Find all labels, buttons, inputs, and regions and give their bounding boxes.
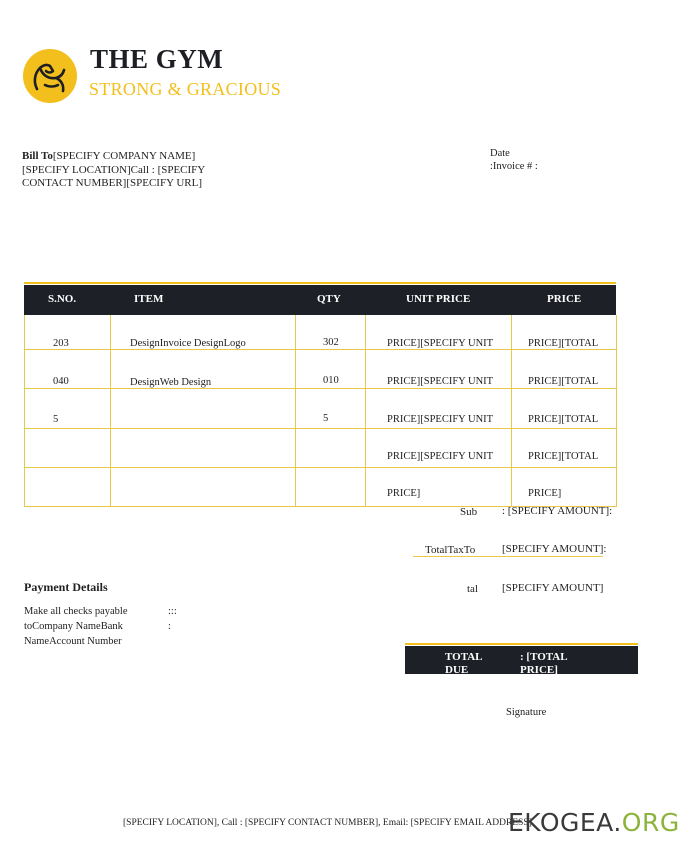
- payment-colons: [168, 604, 177, 634]
- row-5-unit-price: PRICE]: [387, 488, 421, 499]
- row-4-price: PRICE][TOTAL: [528, 451, 599, 462]
- row-1-item: DesignInvoice DesignLogo: [130, 338, 246, 349]
- payment-details-title: Payment Details: [24, 580, 108, 594]
- row-1-sno: 203: [53, 338, 69, 349]
- gym-logo: [23, 49, 77, 103]
- table-accent-line: [24, 282, 616, 284]
- total-label: tal: [467, 583, 478, 595]
- header-item: ITEM: [134, 293, 164, 305]
- total-due-accent-line: [405, 643, 638, 645]
- bill-to-details: [SPECIFY COMPANY NAME][SPECIFY LOCATION]Call : [SPECIFY CONTACT NUMBER][SPECIFY URL]: [22, 150, 205, 189]
- items-table: [24, 282, 616, 507]
- total-due-value: : [TOTAL PRICE]: [520, 651, 567, 676]
- header-price: PRICE: [547, 293, 582, 305]
- flexing-arm-icon: [23, 49, 77, 103]
- header-qty: QTY: [317, 293, 341, 305]
- watermark-logo: [508, 808, 680, 837]
- tax-underline: [413, 556, 603, 557]
- bill-to-label: Bill To: [22, 150, 53, 162]
- company-name: THE GYM: [90, 44, 224, 74]
- tax-value: [SPECIFY AMOUNT]:: [502, 543, 607, 555]
- row-2-sno: 040: [53, 376, 69, 387]
- row-3-unit-price: PRICE][SPECIFY UNIT: [387, 414, 494, 425]
- table-header: [24, 285, 616, 315]
- row-3-sno: 5: [53, 414, 59, 425]
- subtotal-value: : [SPECIFY AMOUNT]:: [502, 505, 613, 517]
- row-1-price: PRICE][TOTAL: [528, 338, 599, 349]
- invoice-number-label: :Invoice # :: [490, 161, 538, 172]
- total-due-box: [405, 646, 638, 674]
- row-2-item: DesignWeb Design: [130, 377, 212, 388]
- watermark-part-2: ORG: [621, 808, 680, 837]
- tax-label: TotalTaxTo: [425, 544, 476, 556]
- subtotal-label: Sub: [460, 506, 478, 518]
- payment-colons-line-1: :::: [168, 606, 177, 617]
- row-3-price: PRICE][TOTAL: [528, 414, 599, 425]
- date-label: Date: [490, 148, 510, 159]
- row-2-qty: 010: [323, 375, 339, 386]
- row-2-unit-price: PRICE][SPECIFY UNIT: [387, 376, 494, 387]
- invoice-meta: [490, 147, 538, 173]
- row-3-qty: 5: [323, 413, 329, 424]
- total-due-label: TOTAL DUE: [445, 651, 482, 676]
- table-body: [24, 315, 617, 507]
- total-value: [SPECIFY AMOUNT]: [502, 582, 604, 594]
- header-sno: S.NO.: [48, 293, 77, 305]
- row-2-price: PRICE][TOTAL: [528, 376, 599, 387]
- company-tagline: STRONG & GRACIOUS: [89, 79, 282, 99]
- signature-label: Signature: [506, 707, 547, 718]
- row-4-unit-price: PRICE][SPECIFY UNIT: [387, 451, 494, 462]
- watermark-part-1: EKOGEA.: [508, 808, 622, 837]
- row-1-qty: 302: [323, 337, 339, 348]
- payment-colons-line-2: :: [168, 621, 171, 632]
- bill-to-block: [22, 150, 212, 191]
- payment-details-text: Make all checks payable toCompany NameBank NameAccount Number: [24, 606, 128, 647]
- row-1-unit-price: PRICE][SPECIFY UNIT: [387, 338, 494, 349]
- footer-contact: [SPECIFY LOCATION], Call : [SPECIFY CONTACT NUMBER], Email: [SPECIFY EMAIL ADDRESS]: [123, 818, 532, 828]
- row-5-price: PRICE]: [528, 488, 562, 499]
- header-unit-price: UNIT PRICE: [406, 293, 471, 305]
